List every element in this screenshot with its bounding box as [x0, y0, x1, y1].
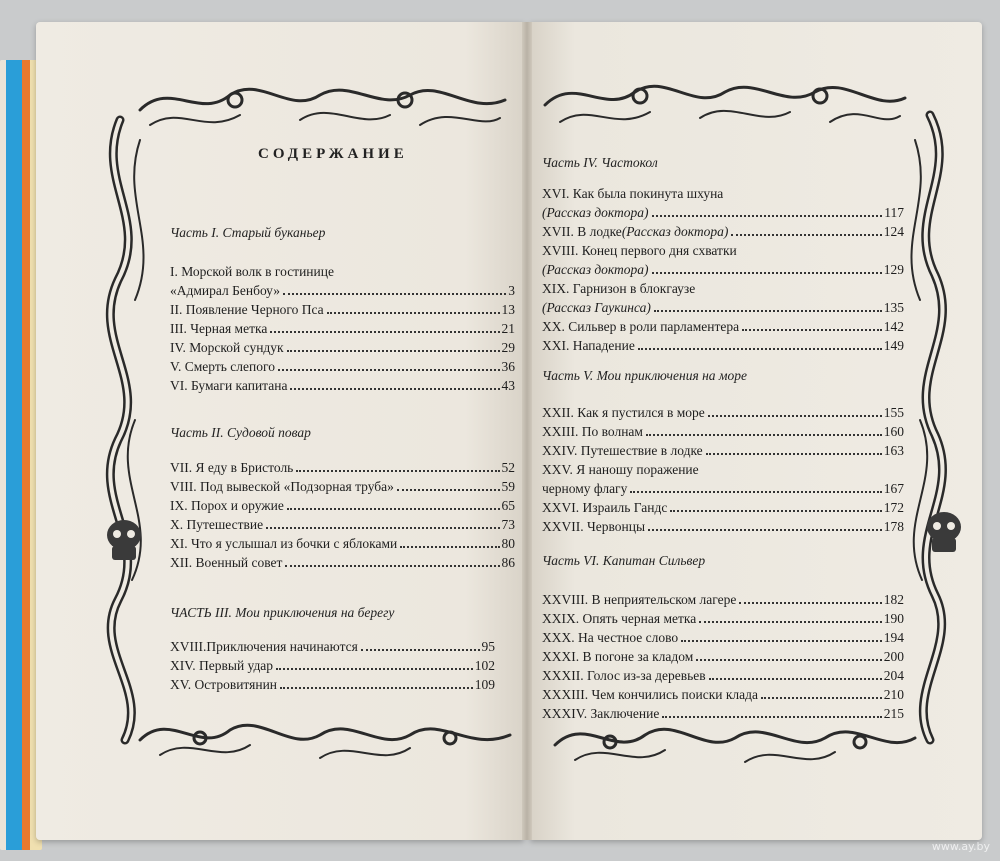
toc-entry[interactable]: XIV. Первый удар 102 — [170, 658, 495, 673]
watermark: www.ay.by — [931, 840, 990, 853]
toc-entry[interactable]: VI. Бумаги капитана 43 — [170, 378, 515, 393]
toc-entry[interactable]: XVIII. Конец первого дня схватки — [542, 243, 737, 258]
part-heading: Часть V. Мои приключения на море — [542, 368, 748, 383]
toc-entry[interactable]: XII. Военный совет 86 — [170, 555, 515, 570]
toc-entry[interactable]: V. Смерть слепого 36 — [170, 359, 515, 374]
toc-entry[interactable]: XXIII. По волнам 160 — [542, 424, 904, 439]
toc-entry[interactable]: XXXIV. Заключение 215 — [542, 706, 904, 721]
toc-list-part-5 — [542, 403, 904, 536]
toc-entry[interactable]: XXV. Я наношу поражение — [542, 462, 699, 477]
toc-entry[interactable]: XXXIII. Чем кончились поиски клада 210 — [542, 687, 904, 702]
toc-entry[interactable]: XXXII. Голос из-за деревьев 204 — [542, 668, 904, 683]
toc-entry[interactable]: «Адмирал Бенбоу» 3 — [170, 283, 515, 298]
toc-list-part-4 — [542, 184, 904, 355]
toc-entry[interactable]: VII. Я еду в Бристоль 52 — [170, 460, 515, 475]
toc-list-part-6 — [542, 590, 904, 723]
toc-list-part-3 — [170, 637, 495, 694]
toc-entry[interactable]: X. Путешествие 73 — [170, 517, 515, 532]
toc-title: СОДЕРЖАНИЕ — [258, 146, 408, 162]
toc-entry[interactable]: VIII. Под вывеской «Подзорная труба» 59 — [170, 479, 515, 494]
toc-entry[interactable]: XVIII.Приключения начинаются 95 — [170, 639, 495, 654]
toc-entry[interactable]: IV. Морской сундук 29 — [170, 340, 515, 355]
toc-entry[interactable]: IX. Порох и оружие 65 — [170, 498, 515, 513]
toc-entry[interactable]: (Рассказ Гаукинса) 135 — [542, 300, 904, 315]
toc-entry[interactable]: XV. Островитянин 109 — [170, 677, 495, 692]
toc-entry[interactable]: XI. Что я услышал из бочки с яблоками 80 — [170, 536, 515, 551]
toc-entry[interactable]: (Рассказ доктора) 129 — [542, 262, 904, 277]
skull-ornament-right — [927, 512, 961, 552]
toc-entry[interactable]: XXII. Как я пустился в море 155 — [542, 405, 904, 420]
toc-entry[interactable]: XXVIII. В неприятельском лагере 182 — [542, 592, 904, 607]
toc-entry[interactable]: XXVI. Израиль Гандс 172 — [542, 500, 904, 515]
toc-entry[interactable]: черному флагу 167 — [542, 481, 904, 496]
toc-entry[interactable]: XXXI. В погоне за кладом 200 — [542, 649, 904, 664]
toc-entry[interactable]: XXI. Нападение 149 — [542, 338, 904, 353]
part-heading: Часть VI. Капитан Сильвер — [542, 553, 706, 568]
toc-entry[interactable]: XVI. Как была покинута шхуна — [542, 186, 724, 201]
part-heading: Часть I. Старый буканьер — [170, 225, 326, 240]
toc-entry[interactable]: XX. Сильвер в роли парламентера 142 — [542, 319, 904, 334]
toc-list-part-1 — [170, 262, 515, 395]
toc-entry[interactable]: II. Появление Черного Пса 13 — [170, 302, 515, 317]
toc-entry[interactable]: XXVII. Червонцы 178 — [542, 519, 904, 534]
toc-entry[interactable]: XVII. В лодке (Рассказ доктора) 124 — [542, 224, 904, 239]
toc-entry[interactable]: I. Морской волк в гостинице — [170, 264, 334, 279]
toc-entry[interactable]: (Рассказ доктора) 117 — [542, 205, 904, 220]
toc-entry[interactable]: III. Черная метка 21 — [170, 321, 515, 336]
toc-list-part-2 — [170, 458, 515, 572]
toc-entry[interactable]: XXIV. Путешествие в лодке 163 — [542, 443, 904, 458]
part-heading: Часть IV. Частокол — [542, 155, 658, 170]
toc-entry[interactable]: XXX. На честное слово 194 — [542, 630, 904, 645]
part-heading: Часть II. Судовой повар — [170, 425, 311, 440]
toc-entry[interactable]: XXIX. Опять черная метка 190 — [542, 611, 904, 626]
toc-entry[interactable]: XIX. Гарнизон в блокгаузе — [542, 281, 696, 296]
skull-ornament-left — [107, 520, 141, 560]
part-heading: ЧАСТЬ III. Мои приключения на берегу — [170, 605, 395, 620]
